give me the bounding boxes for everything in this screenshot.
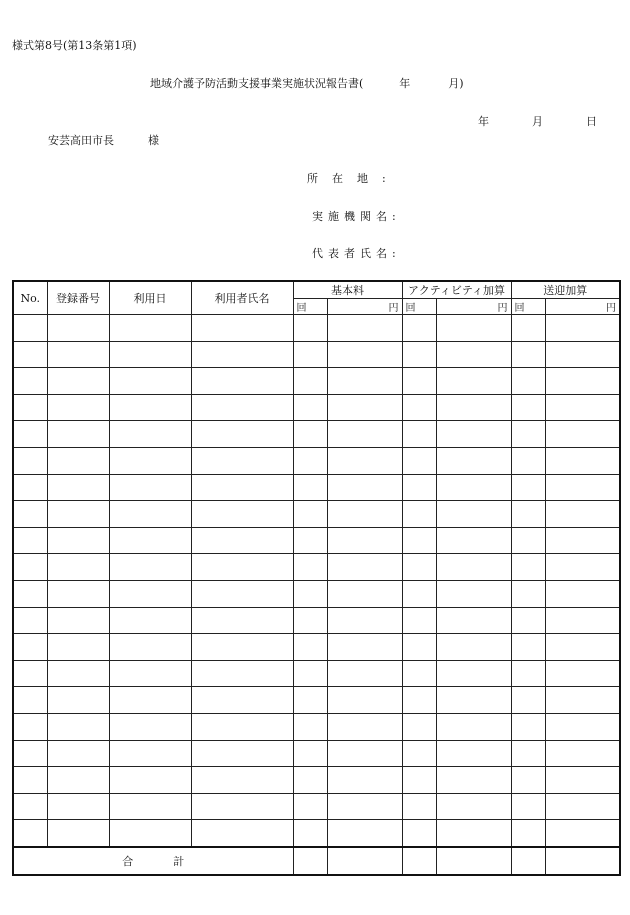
activity-times-cell[interactable] xyxy=(402,713,436,740)
transport-yen-cell[interactable] xyxy=(545,527,620,554)
activity-times-cell[interactable] xyxy=(402,687,436,714)
basic-yen-cell[interactable] xyxy=(327,527,402,554)
basic-yen-cell[interactable] xyxy=(327,607,402,634)
basic-times-cell[interactable] xyxy=(293,474,327,501)
unit-times: 回 xyxy=(293,299,327,315)
date-cell[interactable] xyxy=(109,527,191,554)
no-cell[interactable] xyxy=(13,820,47,847)
basic-times-cell[interactable] xyxy=(293,687,327,714)
table-row xyxy=(13,793,620,820)
registration-cell[interactable] xyxy=(47,820,109,847)
date-cell[interactable] xyxy=(109,634,191,661)
user-name-cell[interactable] xyxy=(191,660,293,687)
activity-yen-cell[interactable] xyxy=(436,713,511,740)
registration-cell[interactable] xyxy=(47,341,109,368)
addressee-honorific: 様 xyxy=(148,134,159,147)
activity-times-cell[interactable] xyxy=(402,447,436,474)
basic-yen-cell[interactable] xyxy=(327,660,402,687)
unit-yen: 円 xyxy=(327,299,402,315)
transport-yen-cell[interactable] xyxy=(545,394,620,421)
activity-yen-cell[interactable] xyxy=(436,474,511,501)
no-cell[interactable] xyxy=(13,501,47,528)
header-user-name: 利用者氏名 xyxy=(191,281,293,315)
unit-times: 回 xyxy=(402,299,436,315)
user-name-cell[interactable] xyxy=(191,474,293,501)
date-cell[interactable] xyxy=(109,315,191,342)
user-name-cell[interactable] xyxy=(191,368,293,395)
basic-times-cell[interactable] xyxy=(293,421,327,448)
date-cell[interactable] xyxy=(109,687,191,714)
user-name-cell[interactable] xyxy=(191,554,293,581)
user-name-cell[interactable] xyxy=(191,820,293,847)
transport-yen-cell[interactable] xyxy=(545,713,620,740)
date-cell[interactable] xyxy=(109,740,191,767)
activity-yen-cell[interactable] xyxy=(436,660,511,687)
representative-colon: : xyxy=(392,247,401,260)
transport-yen-cell[interactable] xyxy=(545,447,620,474)
date-cell[interactable] xyxy=(109,660,191,687)
registration-cell[interactable] xyxy=(47,713,109,740)
basic-yen-cell[interactable] xyxy=(327,394,402,421)
basic-yen-cell[interactable] xyxy=(327,554,402,581)
unit-yen: 円 xyxy=(545,299,620,315)
no-cell[interactable] xyxy=(13,607,47,634)
transport-yen-cell[interactable] xyxy=(545,315,620,342)
table-row xyxy=(13,341,620,368)
basic-times-cell[interactable] xyxy=(293,634,327,661)
no-cell[interactable] xyxy=(13,713,47,740)
title-year-label: 年 xyxy=(399,77,411,90)
activity-times-cell[interactable] xyxy=(402,660,436,687)
no-cell[interactable] xyxy=(13,634,47,661)
registration-cell[interactable] xyxy=(47,315,109,342)
registration-cell[interactable] xyxy=(47,421,109,448)
date-cell[interactable] xyxy=(109,607,191,634)
no-cell[interactable] xyxy=(13,793,47,820)
user-name-cell[interactable] xyxy=(191,527,293,554)
activity-times-cell[interactable] xyxy=(402,315,436,342)
transport-times-cell[interactable] xyxy=(511,501,545,528)
no-cell[interactable] xyxy=(13,554,47,581)
activity-yen-cell[interactable] xyxy=(436,740,511,767)
basic-yen-cell[interactable] xyxy=(327,447,402,474)
date-cell[interactable] xyxy=(109,554,191,581)
date-cell[interactable] xyxy=(109,368,191,395)
no-cell[interactable] xyxy=(13,580,47,607)
user-name-cell[interactable] xyxy=(191,341,293,368)
table-row xyxy=(13,687,620,714)
basic-times-cell[interactable] xyxy=(293,554,327,581)
transport-yen-cell[interactable] xyxy=(545,554,620,581)
registration-cell[interactable] xyxy=(47,394,109,421)
date-month-label: 月 xyxy=(532,115,543,128)
activity-yen-cell[interactable] xyxy=(436,421,511,448)
transport-times-cell[interactable] xyxy=(511,713,545,740)
basic-times-cell[interactable] xyxy=(293,793,327,820)
unit-times: 回 xyxy=(511,299,545,315)
activity-times-cell[interactable] xyxy=(402,793,436,820)
total-basic-times-cell[interactable] xyxy=(293,847,327,875)
activity-yen-cell[interactable] xyxy=(436,368,511,395)
activity-yen-cell[interactable] xyxy=(436,554,511,581)
no-cell[interactable] xyxy=(13,527,47,554)
transport-times-cell[interactable] xyxy=(511,527,545,554)
basic-times-cell[interactable] xyxy=(293,315,327,342)
activity-times-cell[interactable] xyxy=(402,634,436,661)
basic-yen-cell[interactable] xyxy=(327,474,402,501)
no-cell[interactable] xyxy=(13,394,47,421)
no-cell[interactable] xyxy=(13,341,47,368)
table-row xyxy=(13,474,620,501)
total-activity-yen-cell[interactable] xyxy=(436,847,511,875)
transport-times-cell[interactable] xyxy=(511,607,545,634)
activity-yen-cell[interactable] xyxy=(436,315,511,342)
no-cell[interactable] xyxy=(13,740,47,767)
user-name-cell[interactable] xyxy=(191,740,293,767)
transport-times-cell[interactable] xyxy=(511,315,545,342)
date-day-label: 日 xyxy=(586,115,597,128)
basic-yen-cell[interactable] xyxy=(327,634,402,661)
user-name-cell[interactable] xyxy=(191,713,293,740)
basic-yen-cell[interactable] xyxy=(327,421,402,448)
activity-yen-cell[interactable] xyxy=(436,767,511,794)
registration-cell[interactable] xyxy=(47,634,109,661)
table-row xyxy=(13,501,620,528)
representative-label-text: 代表者氏名 xyxy=(312,247,392,260)
document-title xyxy=(150,75,464,91)
date-cell[interactable] xyxy=(109,820,191,847)
transport-yen-cell[interactable] xyxy=(545,687,620,714)
basic-times-cell[interactable] xyxy=(293,394,327,421)
activity-yen-cell[interactable] xyxy=(436,394,511,421)
activity-yen-cell[interactable] xyxy=(436,447,511,474)
registration-cell[interactable] xyxy=(47,554,109,581)
user-name-cell[interactable] xyxy=(191,315,293,342)
activity-times-cell[interactable] xyxy=(402,527,436,554)
registration-cell[interactable] xyxy=(47,501,109,528)
registration-cell[interactable] xyxy=(47,474,109,501)
activity-yen-cell[interactable] xyxy=(436,527,511,554)
no-cell[interactable] xyxy=(13,767,47,794)
registration-cell[interactable] xyxy=(47,527,109,554)
table-row xyxy=(13,580,620,607)
transport-yen-cell[interactable] xyxy=(545,793,620,820)
table-row xyxy=(13,447,620,474)
table-row xyxy=(13,634,620,661)
activity-times-cell[interactable] xyxy=(402,341,436,368)
date-cell[interactable] xyxy=(109,713,191,740)
header-basic-fee: 基本料 xyxy=(293,281,402,299)
registration-cell[interactable] xyxy=(47,580,109,607)
table-row xyxy=(13,394,620,421)
user-name-cell[interactable] xyxy=(191,421,293,448)
date-year-label: 年 xyxy=(478,115,489,128)
basic-times-cell[interactable] xyxy=(293,740,327,767)
basic-times-cell[interactable] xyxy=(293,607,327,634)
no-cell[interactable] xyxy=(13,447,47,474)
basic-yen-cell[interactable] xyxy=(327,501,402,528)
user-name-cell[interactable] xyxy=(191,793,293,820)
total-row xyxy=(13,847,620,875)
user-name-cell[interactable] xyxy=(191,767,293,794)
address-label-text: 所在地 xyxy=(307,172,382,185)
activity-yen-cell[interactable] xyxy=(436,793,511,820)
transport-times-cell[interactable] xyxy=(511,368,545,395)
activity-yen-cell[interactable] xyxy=(436,341,511,368)
header-activity-addition: アクティビティ加算 xyxy=(402,281,511,299)
transport-yen-cell[interactable] xyxy=(545,341,620,368)
date-cell[interactable] xyxy=(109,474,191,501)
basic-yen-cell[interactable] xyxy=(327,341,402,368)
registration-cell[interactable] xyxy=(47,660,109,687)
unit-yen: 円 xyxy=(436,299,511,315)
no-cell[interactable] xyxy=(13,660,47,687)
activity-times-cell[interactable] xyxy=(402,474,436,501)
table-row xyxy=(13,820,620,847)
basic-yen-cell[interactable] xyxy=(327,767,402,794)
registration-cell[interactable] xyxy=(47,368,109,395)
user-name-cell[interactable] xyxy=(191,634,293,661)
date-cell[interactable] xyxy=(109,767,191,794)
title-month-label: 月) xyxy=(448,77,464,90)
header-usage-date: 利用日 xyxy=(109,281,191,315)
basic-times-cell[interactable] xyxy=(293,368,327,395)
total-label-cell xyxy=(13,847,293,875)
registration-cell[interactable] xyxy=(47,793,109,820)
date-cell[interactable] xyxy=(109,421,191,448)
transport-times-cell[interactable] xyxy=(511,421,545,448)
activity-times-cell[interactable] xyxy=(402,740,436,767)
transport-yen-cell[interactable] xyxy=(545,767,620,794)
user-name-cell[interactable] xyxy=(191,447,293,474)
report-date xyxy=(478,113,597,129)
table-row xyxy=(13,527,620,554)
header-no: No. xyxy=(13,281,47,315)
transport-times-cell[interactable] xyxy=(511,447,545,474)
transport-times-cell[interactable] xyxy=(511,474,545,501)
date-cell[interactable] xyxy=(109,394,191,421)
total-label: 合計 xyxy=(122,854,225,868)
table-row xyxy=(13,421,620,448)
no-cell[interactable] xyxy=(13,687,47,714)
field-address-label xyxy=(307,170,386,186)
total-basic-yen-cell[interactable] xyxy=(327,847,402,875)
transport-times-cell[interactable] xyxy=(511,793,545,820)
total-transport-yen-cell[interactable] xyxy=(545,847,620,875)
transport-yen-cell[interactable] xyxy=(545,660,620,687)
registration-cell[interactable] xyxy=(47,767,109,794)
user-name-cell[interactable] xyxy=(191,580,293,607)
addressee-name: 安芸高田市長 xyxy=(48,134,114,147)
transport-times-cell[interactable] xyxy=(511,394,545,421)
basic-times-cell[interactable] xyxy=(293,580,327,607)
total-transport-times-cell[interactable] xyxy=(511,847,545,875)
activity-times-cell[interactable] xyxy=(402,368,436,395)
no-cell[interactable] xyxy=(13,474,47,501)
field-organization-label xyxy=(312,208,401,224)
registration-cell[interactable] xyxy=(47,607,109,634)
basic-times-cell[interactable] xyxy=(293,660,327,687)
activity-yen-cell[interactable] xyxy=(436,634,511,661)
activity-times-cell[interactable] xyxy=(402,554,436,581)
no-cell[interactable] xyxy=(13,368,47,395)
basic-yen-cell[interactable] xyxy=(327,368,402,395)
basic-yen-cell[interactable] xyxy=(327,580,402,607)
transport-yen-cell[interactable] xyxy=(545,607,620,634)
basic-times-cell[interactable] xyxy=(293,341,327,368)
basic-yen-cell[interactable] xyxy=(327,687,402,714)
user-name-cell[interactable] xyxy=(191,394,293,421)
basic-yen-cell[interactable] xyxy=(327,740,402,767)
table-row xyxy=(13,315,620,342)
activity-times-cell[interactable] xyxy=(402,607,436,634)
table-row xyxy=(13,607,620,634)
transport-times-cell[interactable] xyxy=(511,660,545,687)
basic-times-cell[interactable] xyxy=(293,447,327,474)
transport-yen-cell[interactable] xyxy=(545,580,620,607)
transport-times-cell[interactable] xyxy=(511,580,545,607)
date-cell[interactable] xyxy=(109,501,191,528)
table-row xyxy=(13,660,620,687)
date-cell[interactable] xyxy=(109,341,191,368)
basic-times-cell[interactable] xyxy=(293,820,327,847)
addressee xyxy=(48,132,159,148)
activity-times-cell[interactable] xyxy=(402,767,436,794)
basic-yen-cell[interactable] xyxy=(327,315,402,342)
header-registration-number: 登録番号 xyxy=(47,281,109,315)
activity-yen-cell[interactable] xyxy=(436,687,511,714)
transport-times-cell[interactable] xyxy=(511,687,545,714)
activity-yen-cell[interactable] xyxy=(436,580,511,607)
no-cell[interactable] xyxy=(13,315,47,342)
transport-times-cell[interactable] xyxy=(511,634,545,661)
user-name-cell[interactable] xyxy=(191,607,293,634)
address-colon: : xyxy=(382,172,386,185)
basic-times-cell[interactable] xyxy=(293,501,327,528)
no-cell[interactable] xyxy=(13,421,47,448)
registration-cell[interactable] xyxy=(47,687,109,714)
basic-yen-cell[interactable] xyxy=(327,713,402,740)
table-body xyxy=(13,315,620,847)
transport-times-cell[interactable] xyxy=(511,554,545,581)
title-main: 地域介護予防活動支援事業実施状況報告書( xyxy=(150,77,364,90)
activity-times-cell[interactable] xyxy=(402,394,436,421)
activity-times-cell[interactable] xyxy=(402,820,436,847)
transport-yen-cell[interactable] xyxy=(545,474,620,501)
header-transport-addition: 送迎加算 xyxy=(511,281,620,299)
transport-times-cell[interactable] xyxy=(511,341,545,368)
user-name-cell[interactable] xyxy=(191,501,293,528)
total-activity-times-cell[interactable] xyxy=(402,847,436,875)
report-table xyxy=(12,280,621,876)
date-cell[interactable] xyxy=(109,447,191,474)
registration-cell[interactable] xyxy=(47,447,109,474)
basic-times-cell[interactable] xyxy=(293,767,327,794)
transport-yen-cell[interactable] xyxy=(545,421,620,448)
table-row xyxy=(13,713,620,740)
transport-times-cell[interactable] xyxy=(511,767,545,794)
activity-times-cell[interactable] xyxy=(402,501,436,528)
basic-times-cell[interactable] xyxy=(293,713,327,740)
activity-times-cell[interactable] xyxy=(402,421,436,448)
user-name-cell[interactable] xyxy=(191,687,293,714)
table-row xyxy=(13,767,620,794)
organization-label-text: 実施機関名 xyxy=(312,210,392,223)
table-row xyxy=(13,368,620,395)
basic-times-cell[interactable] xyxy=(293,527,327,554)
date-cell[interactable] xyxy=(109,793,191,820)
transport-yen-cell[interactable] xyxy=(545,368,620,395)
transport-yen-cell[interactable] xyxy=(545,740,620,767)
date-cell[interactable] xyxy=(109,580,191,607)
activity-yen-cell[interactable] xyxy=(436,501,511,528)
form-reference: 様式第8号(第13条第1項) xyxy=(12,39,137,52)
activity-yen-cell[interactable] xyxy=(436,820,511,847)
transport-yen-cell[interactable] xyxy=(545,634,620,661)
table-row xyxy=(13,740,620,767)
basic-yen-cell[interactable] xyxy=(327,820,402,847)
transport-times-cell[interactable] xyxy=(511,820,545,847)
activity-yen-cell[interactable] xyxy=(436,607,511,634)
activity-times-cell[interactable] xyxy=(402,580,436,607)
basic-yen-cell[interactable] xyxy=(327,793,402,820)
transport-yen-cell[interactable] xyxy=(545,501,620,528)
table-row xyxy=(13,554,620,581)
field-representative-label xyxy=(312,245,401,261)
registration-cell[interactable] xyxy=(47,740,109,767)
transport-times-cell[interactable] xyxy=(511,740,545,767)
transport-yen-cell[interactable] xyxy=(545,820,620,847)
organization-colon: : xyxy=(392,210,401,223)
